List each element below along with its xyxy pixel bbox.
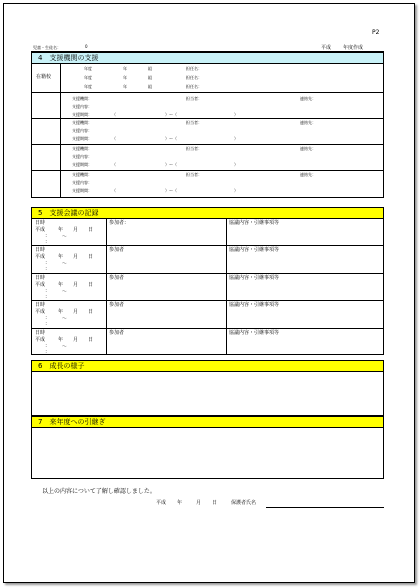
sec4-block-divider xyxy=(31,144,384,145)
support-period-close: ） xyxy=(234,136,238,141)
footer-month: 月 xyxy=(196,500,202,506)
meeting-day: 日 xyxy=(88,254,94,261)
support-period-open: （ xyxy=(112,112,116,117)
section-7-title: 7 来年度への引継ぎ xyxy=(32,417,383,428)
meeting-time-tilde: 〜 xyxy=(62,261,68,268)
section-5-title: 5 支援会議の記録 xyxy=(32,208,383,219)
support-period-sep: ）〜（ xyxy=(165,112,177,117)
meeting-year: 年 xyxy=(58,281,64,288)
year-label: 年度 xyxy=(84,84,92,89)
section-5 xyxy=(31,207,384,355)
meeting-participants-label: 参加者 xyxy=(109,329,125,336)
support-period-label: 支援期間： xyxy=(72,136,92,141)
meeting-month: 月 xyxy=(73,309,79,316)
support-contact-label: 連絡先： xyxy=(300,120,316,125)
footer-era: 平成 xyxy=(156,500,167,506)
footer-day: 日 xyxy=(212,500,218,506)
page-number: P2 xyxy=(372,29,380,36)
sec4-block-divider xyxy=(31,170,384,171)
support-person-label: 担当者： xyxy=(186,146,202,151)
header-era: 平成 xyxy=(321,45,332,51)
support-period-close: ） xyxy=(234,112,238,117)
meeting-datetime-label: 日時 xyxy=(35,274,46,281)
guardian-label: 保護者氏名 xyxy=(231,500,257,506)
meeting-month: 月 xyxy=(73,227,79,233)
meeting-era: 平成 xyxy=(35,281,46,288)
meeting-day: 日 xyxy=(88,281,94,288)
class-label: 組 xyxy=(148,75,152,80)
support-content-label: 支援内容： xyxy=(72,154,92,159)
meeting-time-tilde: 〜 xyxy=(62,234,68,240)
meeting-day: 日 xyxy=(88,336,94,343)
child-name-value: 0 xyxy=(85,44,88,49)
meeting-discussion-label: 協議内容・引継事項等 xyxy=(229,247,280,254)
teacher-label: 担任名： xyxy=(186,75,202,80)
section-4-divider xyxy=(60,63,61,198)
meeting-participants-label: 参加者 xyxy=(109,247,125,254)
grade-label: 年 xyxy=(123,75,127,80)
meeting-time-colon: ： xyxy=(45,233,51,239)
support-content-label: 支援内容： xyxy=(72,180,92,185)
meeting-time-colon: ： xyxy=(45,260,51,267)
meeting-time-tilde: 〜 xyxy=(62,288,68,295)
meeting-era: 平成 xyxy=(35,254,46,261)
support-period-open: （ xyxy=(112,136,116,141)
meeting-datetime-label: 日時 xyxy=(35,220,46,226)
meeting-time-colon: ： xyxy=(45,287,51,294)
footer-year: 年 xyxy=(177,500,183,506)
meeting-year: 年 xyxy=(58,254,64,261)
year-label: 年度 xyxy=(84,66,92,71)
meeting-datetime-label: 日時 xyxy=(35,247,46,254)
teacher-label: 担任名： xyxy=(186,84,202,89)
meeting-discussion-label: 協議内容・引継事項等 xyxy=(229,329,280,336)
meeting-row-divider xyxy=(31,328,384,329)
support-period-open: （ xyxy=(112,162,116,167)
meeting-discussion-label: 協議内容・引継事項等 xyxy=(229,302,280,309)
support-agency-label: 支援機関： xyxy=(72,146,92,151)
meeting-era: 平成 xyxy=(35,227,46,233)
meeting-time-colon-2: ： xyxy=(45,266,51,273)
meeting-time-colon-2: ： xyxy=(45,348,51,355)
meeting-discussion-label: 協議内容・引継事項等 xyxy=(229,274,280,281)
support-contact-label: 連絡先： xyxy=(300,172,316,177)
meeting-time-colon-2: ： xyxy=(45,239,51,245)
meeting-time-colon-2: ： xyxy=(45,293,51,300)
support-content-label: 支援内容： xyxy=(72,128,92,133)
confirm-text: 以上の内容について了解し確認しました。 xyxy=(42,488,156,495)
meeting-time-tilde: 〜 xyxy=(62,343,68,350)
class-label: 組 xyxy=(148,84,152,89)
meeting-time-tilde: 〜 xyxy=(62,316,68,323)
enrolled-school-label: 在籍校 xyxy=(36,74,52,80)
grade-label: 年 xyxy=(123,66,127,71)
section-6 xyxy=(31,360,384,416)
meeting-time-colon: ： xyxy=(45,315,51,322)
support-person-label: 担当者： xyxy=(186,172,202,177)
guardian-signature-line[interactable] xyxy=(266,507,384,508)
meeting-time-colon: ： xyxy=(45,342,51,349)
meeting-month: 月 xyxy=(73,281,79,288)
child-name-label: 児童・生徒名： xyxy=(33,45,61,50)
meeting-row-divider xyxy=(31,300,384,301)
meeting-day: 日 xyxy=(88,309,94,316)
support-content-label: 支援内容： xyxy=(72,104,92,109)
meeting-discussion-label: 協議内容・引継事項等 xyxy=(229,220,280,226)
class-label: 組 xyxy=(148,66,152,71)
support-period-label: 支援期間： xyxy=(72,162,92,167)
section-6-title: 6 成長の様子 xyxy=(32,361,383,372)
support-period-label: 支援期間： xyxy=(72,112,92,117)
meeting-datetime-label: 日時 xyxy=(35,302,46,309)
meeting-era: 平成 xyxy=(35,336,46,343)
meeting-month: 月 xyxy=(73,336,79,343)
support-agency-label: 支援機関： xyxy=(72,120,92,125)
support-person-label: 担当者： xyxy=(186,120,202,125)
meeting-day: 日 xyxy=(88,227,94,233)
support-period-close: ） xyxy=(234,188,238,193)
meeting-participants-label: 参加者 xyxy=(109,274,125,281)
support-period-sep: ）〜（ xyxy=(165,136,177,141)
section-5-divider-2 xyxy=(226,218,227,355)
section-4-title: 4 支援機関の支援 xyxy=(32,53,383,64)
meeting-era: 平成 xyxy=(35,309,46,316)
support-period-label: 支援期間： xyxy=(72,188,92,193)
support-agency-label: 支援機関： xyxy=(72,96,92,101)
teacher-label: 担任名： xyxy=(186,66,202,71)
grade-label: 年 xyxy=(123,84,127,89)
section-5-divider-1 xyxy=(106,218,107,355)
meeting-participants-label: 参加者 xyxy=(109,302,125,309)
meeting-datetime-label: 日時 xyxy=(35,329,46,336)
meeting-month: 月 xyxy=(73,254,79,261)
support-period-sep: ）〜（ xyxy=(165,188,177,193)
meeting-row-divider xyxy=(31,245,384,246)
meeting-time-colon-2: ： xyxy=(45,321,51,328)
support-period-open: （ xyxy=(112,188,116,193)
meeting-year: 年 xyxy=(58,336,64,343)
header-year-suffix: 年度作成 xyxy=(343,45,364,51)
support-person-label: 担当者： xyxy=(186,96,202,101)
year-label: 年度 xyxy=(84,75,92,80)
meeting-year: 年 xyxy=(58,227,64,233)
section-7 xyxy=(31,416,384,479)
support-contact-label: 連絡先： xyxy=(300,96,316,101)
support-agency-label: 支援機関： xyxy=(72,172,92,177)
meeting-participants-label: 参加者： xyxy=(109,220,130,226)
support-period-sep: ）〜（ xyxy=(165,162,177,167)
support-contact-label: 連絡先： xyxy=(300,146,316,151)
meeting-row-divider xyxy=(31,273,384,274)
meeting-year: 年 xyxy=(58,309,64,316)
support-period-close: ） xyxy=(234,162,238,167)
sec4-block-divider xyxy=(31,118,384,119)
sec4-row-divider xyxy=(31,92,384,93)
